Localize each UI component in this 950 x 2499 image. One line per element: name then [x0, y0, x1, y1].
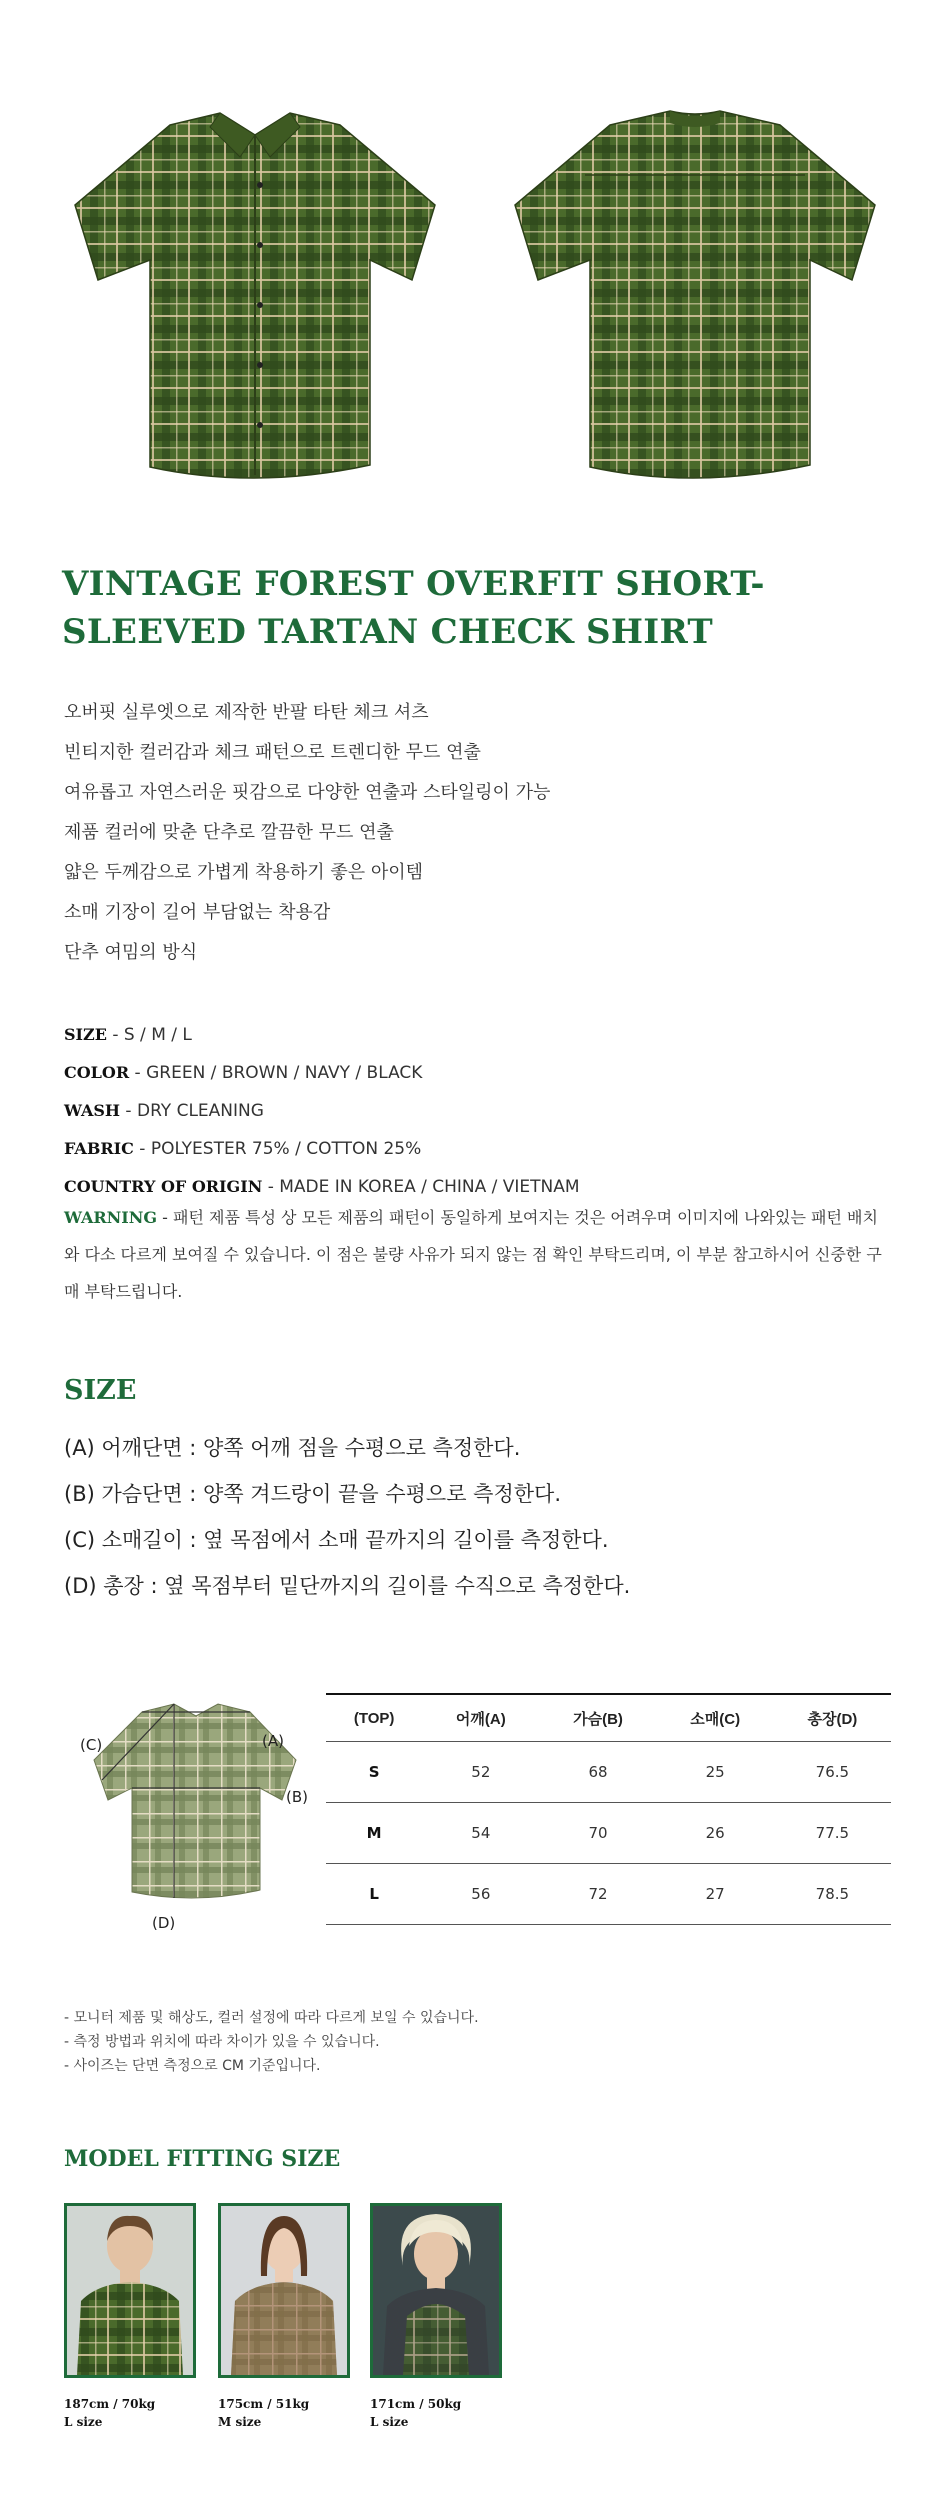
table-cell: 26 [657, 1803, 774, 1864]
spec-list [64, 1016, 580, 1206]
header-cell: 소매(C) [657, 1694, 774, 1742]
table-cell: 27 [657, 1864, 774, 1925]
measurement-diagram [74, 1690, 314, 1935]
feature-item: 소매 기장이 길어 부담없는 착용감 [64, 902, 331, 923]
size-table [326, 1693, 891, 1925]
spec-color: COLOR - GREEN / BROWN / NAVY / BLACK [64, 1063, 423, 1083]
table-cell: 52 [422, 1742, 539, 1803]
label-d: (D) [152, 1914, 176, 1932]
table-cell: 76.5 [774, 1742, 891, 1803]
label-a: (A) [262, 1732, 284, 1750]
measurement-note: (C) 소매길이 : 옆 목점에서 소매 끝까지의 길이를 측정한다. [64, 1528, 609, 1552]
feature-item: 오버핏 실루엣으로 제작한 반팔 타탄 체크 셔츠 [64, 702, 429, 723]
model-fitting-heading: MODEL FITTING SIZE [64, 2146, 341, 2172]
table-cell: 54 [422, 1803, 539, 1864]
table-cell: 68 [539, 1742, 656, 1803]
model-caption: 187cm / 70kg L size [64, 2397, 156, 2429]
spec-wash: WASH - DRY CLEANING [64, 1101, 264, 1121]
feature-list [64, 693, 550, 973]
feature-item: 얇은 두께감으로 가볍게 착용하기 좋은 아이템 [64, 862, 423, 883]
feature-item: 여유롭고 자연스러운 핏감으로 다양한 연출과 스타일링이 가능 [64, 782, 551, 803]
measurement-note: (B) 가슴단면 : 양쪽 겨드랑이 끝을 수평으로 측정한다. [64, 1482, 561, 1506]
header-cell: 어깨(A) [422, 1694, 539, 1742]
table-cell: 56 [422, 1864, 539, 1925]
header-cell: 가슴(B) [539, 1694, 656, 1742]
model-photo [218, 2203, 350, 2378]
table-row [326, 1742, 891, 1803]
header-cell: (TOP) [326, 1694, 422, 1742]
table-row [326, 1803, 891, 1864]
size-table-header [326, 1694, 891, 1742]
size-heading: SIZE [64, 1375, 137, 1406]
table-cell: L [326, 1864, 422, 1925]
table-cell: 70 [539, 1803, 656, 1864]
product-title: VINTAGE FOREST OVERFIT SHORT-SLEEVED TARTAN CHECK SHIRT [62, 564, 765, 652]
model-caption: 175cm / 51kg M size [218, 2397, 310, 2429]
model-caption: 171cm / 50kg L size [370, 2397, 462, 2429]
table-row [326, 1864, 891, 1925]
feature-item: 제품 컬러에 맞춘 단추로 깔끔한 무드 연출 [64, 822, 394, 843]
measurement-note: (D) 총장 : 옆 목점부터 밑단까지의 길이를 수직으로 측정한다. [64, 1574, 631, 1598]
feature-item: 빈티지한 컬러감과 체크 패턴으로 트렌디한 무드 연출 [64, 742, 481, 763]
table-cell: 25 [657, 1742, 774, 1803]
disclaimer-item: - 모니터 제품 및 해상도, 컬러 설정에 따라 다르게 보일 수 있습니다. [64, 2010, 479, 2026]
measurement-note: (A) 어깨단면 : 양쪽 어깨 점을 수평으로 측정한다. [64, 1436, 521, 1460]
header-cell: 총장(D) [774, 1694, 891, 1742]
table-cell: 77.5 [774, 1803, 891, 1864]
label-c: (C) [80, 1736, 103, 1754]
model-photo [370, 2203, 502, 2378]
disclaimer-item: - 사이즈는 단면 측정으로 CM 기준입니다. [64, 2058, 321, 2074]
shirt-back-image [480, 95, 910, 495]
table-cell: 72 [539, 1864, 656, 1925]
table-cell: 78.5 [774, 1864, 891, 1925]
table-cell: S [326, 1742, 422, 1803]
warning-note: WARNING - 패턴 제품 특성 상 모든 제품의 패턴이 동일하게 보여지는 것은 어려우며 이미지에 나와있는 패턴 배치와 다소 다르게 보여질 수 있습니다. 이 점은 불량 사유가 되지 않는 점 확인 부탁드리며, 이 부분 참고하시어 신중한 구매 부탁드립니다. [64, 1208, 882, 1301]
feature-item: 단추 여밈의 방식 [64, 942, 198, 963]
measurement-notes [64, 1425, 630, 1609]
disclaimer-list [64, 2006, 479, 2078]
disclaimer-item: - 측정 방법과 위치에 따라 차이가 있을 수 있습니다. [64, 2034, 380, 2050]
label-b: (B) [286, 1788, 308, 1806]
spec-fabric: FABRIC - POLYESTER 75% / COTTON 25% [64, 1139, 422, 1159]
shirt-front-image [40, 95, 470, 495]
spec-size: SIZE - S / M / L [64, 1025, 192, 1045]
spec-origin: COUNTRY OF ORIGIN - MADE IN KOREA / CHINA / VIETNAM [64, 1177, 580, 1197]
table-cell: M [326, 1803, 422, 1864]
model-photo [64, 2203, 196, 2378]
